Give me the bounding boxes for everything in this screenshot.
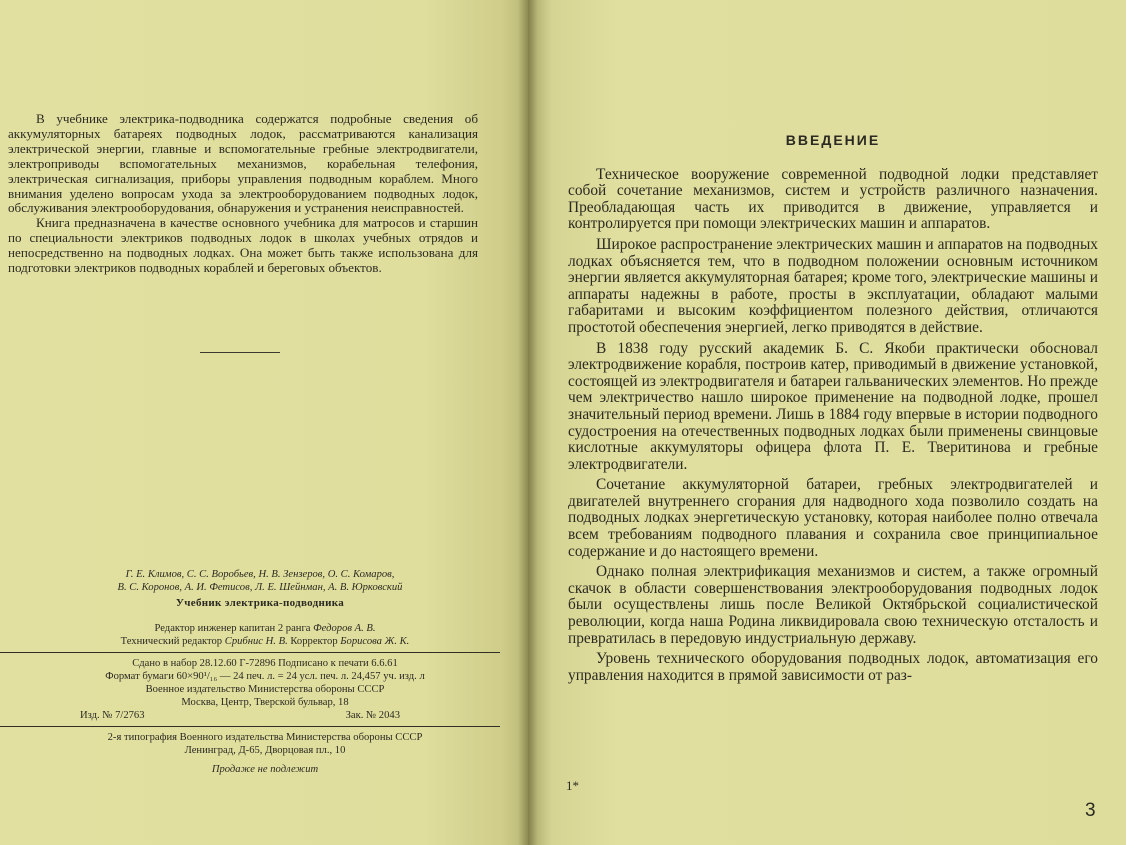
editor-line (0, 622, 500, 635)
printer-line: 2-я типография Военного издательства Министерства обороны СССР (107, 732, 423, 743)
body-paragraph: Однако полная электрификация механизмов и систем, а также огромный скачок в области совершенствования электрооборудования подводных лодок были осуществлены лишь после Великой Октябрьской социалистической революции, когда наша Родина ликвидировала свою техническую отсталость и превратилась в передовую индустриальную державу. (568, 563, 1098, 647)
tech-editor-line (0, 635, 500, 648)
body-paragraph: В 1838 году русский академик Б. С. Якоби практически обосновал электродвижение корабля, построив катер, приводимый в движение установкой, состоящей из электродвигателя и батареи гальванических элементов. Но прежде чем электричество нашло широкое применение на подводной лодке, прошел значительный период времени. Лишь в 1884 году впервые в истории подводного судостроения на отечественных подводных лодках были применены свинцовые кислотные аккумуляторы офицера флота П. Е. Тверитинова и гребные электродвигатели. (568, 339, 1098, 473)
tech-editor-name: Срибнис Н. В. (224, 636, 288, 647)
print-meta: Сдано в набор 28.12.60 Г-72896 Подписано к печати 6.6.61 (132, 658, 398, 669)
imprint-rule (0, 726, 500, 727)
editor-label: Редактор инженер капитан 2 ранга (154, 623, 311, 634)
signature-mark: 1* (566, 778, 579, 793)
izd-number: Изд. № 7/2763 (80, 710, 145, 721)
tech-editor-label: Технический редактор (120, 636, 223, 647)
body-paragraph: Уровень технического оборудования подводных лодок, автоматизация его управления находится в прямой зависимости от раз- (568, 650, 1098, 684)
imprint-block (0, 568, 500, 776)
introduction-text (568, 132, 1098, 688)
annotation-block (8, 112, 478, 276)
corrector-label: Корректор (290, 636, 338, 647)
chapter-heading: ВВЕДЕНИЕ (785, 132, 881, 148)
imprint-rule (0, 652, 500, 653)
authors-line: Г. Е. Климов, С. С. Воробьев, Н. В. Зензеров, О. С. Комаров, (125, 569, 395, 580)
publisher-address: Москва, Центр, Тверской бульвар, 18 (181, 697, 349, 708)
body-paragraph: Техническое вооружение современной подводной лодки представляет собой сочетание механизмов, систем и устройств различного назначения. Преобладающая часть их приводится в движение, управляется и контролируется при помощи электрических машин и аппаратов. (568, 165, 1098, 233)
printer-address: Ленинград, Д-65, Дворцовая пл., 10 (184, 745, 346, 756)
body-paragraph: Широкое распространение электрических машин и аппаратов на подводных лодках объясняется тем, что в подводном положении основным источником энергии является аккумуляторная батарея; кроме того, электрические машины и аппараты надежны в работе, просты в эксплуатации, обладают малыми габаритами и высоким коэффициентом полезного действия, отличаются простотой обеспечения энергией, легко приводятся в действие. (568, 235, 1098, 336)
page-number: 3 (1085, 800, 1096, 821)
authors-line: В. С. Коронов, А. И. Фетисов, Л. Е. Шейнман, А. В. Юрковский (117, 582, 403, 593)
book-gutter (518, 0, 538, 845)
book-title: Учебник электрика-подводника (175, 597, 345, 609)
corrector-name: Борисова Ж. К. (340, 636, 410, 647)
sale-note: Продаже не подлежит (211, 764, 319, 775)
zak-number: Зак. № 2043 (345, 710, 400, 721)
order-numbers (0, 709, 500, 722)
body-paragraph: Сочетание аккумуляторной батареи, гребных электродвигателей и двигателей внутреннего сгорания для надводного хода позволило создать на подводных лодках энергетическую установку, которая наиболее полно отвечала всем требованиям подводного плавания и сохранила свое принципиальное содержание и до настоящего времени. (568, 476, 1098, 560)
editor-name: Федоров А. В. (313, 623, 376, 634)
separator-rule (200, 352, 280, 353)
annotation-paragraph: В учебнике электрика-подводника содержатся подробные сведения об аккумуляторных батареях подводных лодок, рассматриваются канализация электрической энергии, главные и вспомогательные гребные электродвигатели, электроприводы вспомогательных механизмов, корабельная телефония, электрическая сигнализация, приборы управления подводным кораблем. Много внимания уделено вопросам ухода за электрооборудованием подводных лодок, обслуживания электрооборудования, обнаружения и устранения неисправностей. (8, 111, 478, 216)
publisher: Военное издательство Министерства обороны СССР (145, 684, 385, 695)
paper-format: Формат бумаги 60×90¹/₁₆ — 24 печ. л. = 24 усл. печ. л. 24,457 уч. изд. л (105, 671, 425, 682)
annotation-paragraph: Книга предназначена в качестве основного учебника для матросов и старшин по специальности электриков подводных лодок в школах учебных отрядов и непосредственно на подводных лодках. Она может быть также использована для подготовки электриков подводных кораблей и береговых объектов. (8, 215, 478, 276)
